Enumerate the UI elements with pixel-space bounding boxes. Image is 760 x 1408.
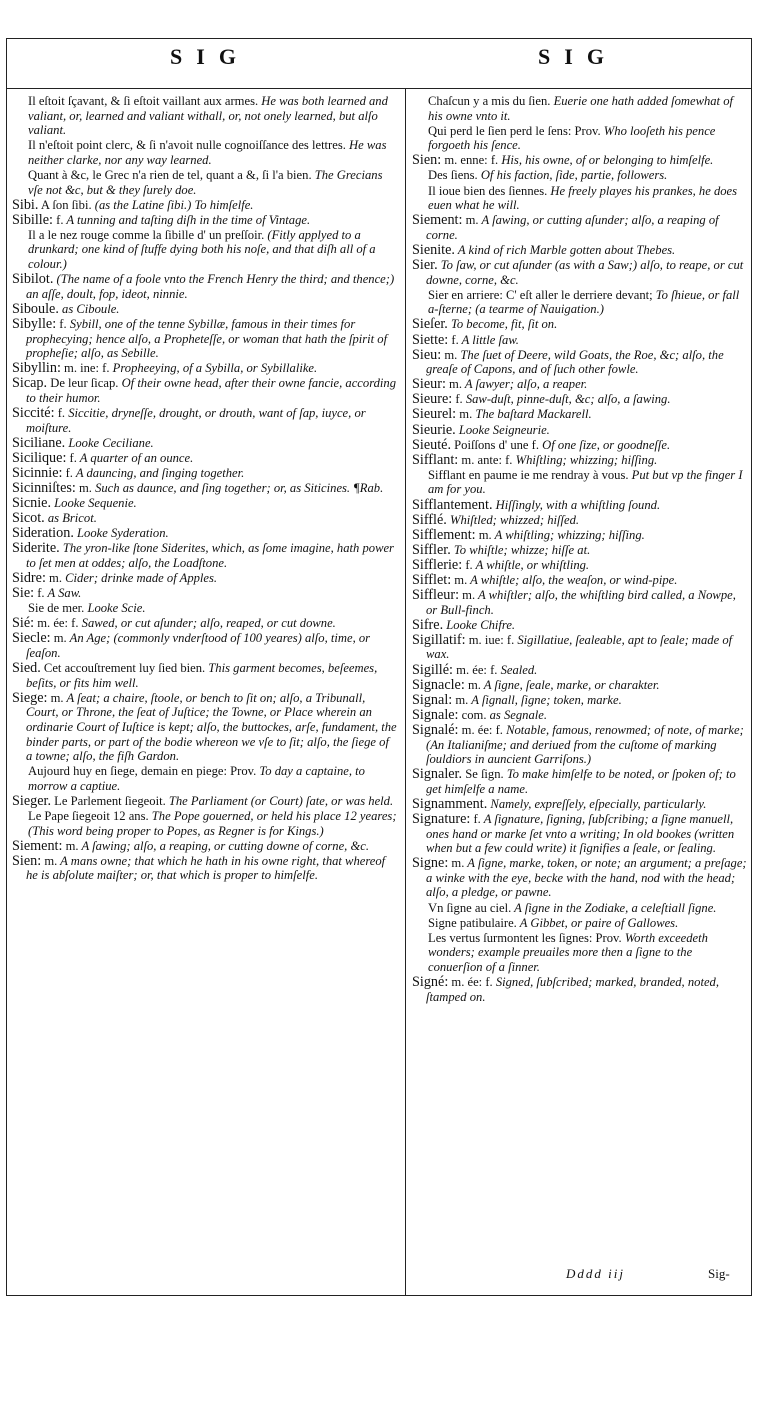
english-gloss: (Fitly applyed to a drunkard; one kind of ſtuffe dying both his noſe, and that diſh all of a colour.) bbox=[28, 227, 376, 272]
french-text: m. bbox=[462, 213, 479, 228]
french-text: Sie de mer. bbox=[28, 601, 85, 616]
dictionary-entry bbox=[412, 528, 748, 543]
dictionary-subentry bbox=[412, 288, 748, 317]
english-gloss: To day a captaine, to morrow a captiue. bbox=[28, 764, 365, 793]
dictionary-entry bbox=[12, 436, 397, 451]
french-text: Il ioue bien des ſiennes. bbox=[428, 183, 548, 198]
headword: Sieu: bbox=[412, 346, 442, 363]
french-text: Chaſcun y a mis du ſien. bbox=[428, 94, 551, 108]
headword: Sieſer. bbox=[412, 316, 448, 333]
dictionary-subentry bbox=[12, 138, 397, 167]
english-gloss: A whiſtle, or whiſtling. bbox=[472, 557, 590, 572]
headword: Sieuté. bbox=[412, 436, 452, 453]
right-column bbox=[412, 94, 748, 1005]
dictionary-entry bbox=[412, 797, 748, 812]
headword: Sibi. bbox=[12, 196, 39, 213]
headword: Sier. bbox=[412, 257, 438, 274]
french-text: m. bbox=[41, 853, 58, 868]
english-gloss: Looke Ceciliane. bbox=[65, 435, 154, 450]
headword: Siege: bbox=[12, 689, 48, 706]
english-gloss: Sybill, one of the tenne Sybillæ, famous in their times for prophecying; hence alſo, a Propheteſſe, or woman that hath the ſpirit of propheſie; alſo, as Sebille. bbox=[26, 316, 388, 361]
english-gloss: Whiſtled; whizzed; hiſſed. bbox=[446, 512, 580, 527]
headword: Sifflantement. bbox=[412, 496, 493, 513]
headword: Sieger. bbox=[12, 792, 52, 809]
headword: Siement: bbox=[12, 837, 63, 854]
french-text: A ſon ſibi. bbox=[38, 197, 92, 212]
header-rule bbox=[6, 88, 752, 89]
dictionary-entry bbox=[12, 631, 397, 660]
headword: Siderite. bbox=[12, 540, 60, 557]
headword: Sifflement: bbox=[412, 526, 476, 543]
dictionary-entry bbox=[412, 723, 748, 767]
dictionary-entry bbox=[412, 407, 748, 422]
english-gloss: Namely, expreſſely, eſpecially, particularly. bbox=[487, 796, 707, 811]
english-gloss: He was both learned and valiant, or, learned and valiant withall, or, not onely learned, but alſo valiant. bbox=[28, 94, 388, 138]
headword: Siement: bbox=[412, 212, 463, 229]
dictionary-entry bbox=[12, 691, 397, 764]
english-gloss: To become, fit, ſit on. bbox=[447, 317, 558, 332]
french-text: f. bbox=[462, 557, 473, 572]
headword: Sidre: bbox=[12, 570, 46, 586]
french-text: Quant à &c, le Grec n'a rien de tel, quant a &, ſi l'a bien. bbox=[28, 167, 312, 182]
english-gloss: as Bricot. bbox=[44, 511, 97, 526]
headword: Signal: bbox=[412, 691, 453, 708]
column-divider bbox=[405, 88, 406, 1296]
running-head-right: SIG bbox=[538, 44, 618, 69]
english-gloss: A ſawing; alſo, a reaping, or cutting downe of corne, &c. bbox=[78, 838, 370, 853]
english-gloss: Looke Scie. bbox=[84, 601, 146, 616]
headword: Sieur: bbox=[412, 376, 446, 393]
english-gloss: A Gibbet, or paire of Gallowes. bbox=[516, 915, 679, 930]
headword: Sicap. bbox=[12, 375, 48, 392]
english-gloss: A ſigne, marke, token, or note; an argument; a preſage; a winke with the eye, becke with the hand, nod with the head; alſo, a pledge, or pawne. bbox=[426, 856, 747, 900]
dictionary-entry bbox=[12, 481, 397, 496]
headword: Siccité: bbox=[12, 404, 55, 421]
dictionary-entry bbox=[12, 616, 397, 631]
headword: Signe: bbox=[412, 855, 449, 872]
english-gloss: as Segnale. bbox=[486, 707, 547, 722]
headword: Siciliane. bbox=[12, 434, 66, 451]
dictionary-entry bbox=[412, 856, 748, 900]
french-text: Cet accouſtrement luy ſied bien. bbox=[40, 661, 206, 676]
french-text: m. ante: f. bbox=[458, 452, 513, 467]
headword: Sibilot. bbox=[12, 271, 54, 288]
dictionary-entry bbox=[412, 543, 748, 558]
headword: Sienite. bbox=[412, 241, 455, 258]
dictionary-entry bbox=[412, 573, 748, 588]
french-text: m. bbox=[475, 527, 492, 542]
french-text: f. bbox=[34, 586, 45, 601]
french-text: m. bbox=[62, 838, 79, 853]
dictionary-entry bbox=[412, 588, 748, 617]
english-gloss: Who looſeth his pence forgoeth his ſence. bbox=[428, 123, 716, 153]
signature-mark: Dddd iij bbox=[566, 1266, 625, 1281]
headword: Sien: bbox=[412, 152, 442, 169]
french-text: m. bbox=[451, 573, 468, 587]
english-gloss: A ſigne, ſeale, marke, or charakter. bbox=[480, 677, 660, 692]
french-text: Les vertus ſurmontent les ſignes: Prov. bbox=[428, 930, 622, 945]
dictionary-entry bbox=[12, 526, 397, 541]
french-text: m. bbox=[45, 571, 62, 585]
english-gloss: A little ſaw. bbox=[458, 332, 519, 347]
french-text: Sier en arriere: C' eſt aller le derriere devant; bbox=[428, 287, 653, 302]
headword: Sieure: bbox=[412, 391, 453, 408]
headword: Sifflerie: bbox=[412, 556, 463, 573]
headword: Sicinniſtes: bbox=[12, 479, 76, 496]
dictionary-entry bbox=[412, 633, 748, 662]
dictionary-entry bbox=[12, 839, 397, 854]
headword: Sigillatif: bbox=[412, 631, 466, 648]
english-gloss: Sawed, or cut aſunder; alſo, reaped, or cut downe. bbox=[78, 616, 336, 631]
french-text: m. bbox=[47, 690, 64, 705]
dictionary-entry bbox=[412, 438, 748, 453]
dictionary-entry bbox=[412, 812, 748, 856]
headword: Sieurel: bbox=[412, 406, 457, 423]
dictionary-subentry bbox=[412, 468, 748, 497]
dictionary-entry bbox=[412, 513, 748, 528]
english-gloss: Cider; drinke made of Apples. bbox=[61, 571, 218, 585]
english-gloss: Looke Syderation. bbox=[73, 526, 169, 541]
french-text: Il eſtoit ſçavant, & ſi eſtoit vaillant aux armes. bbox=[28, 94, 259, 108]
headword: Sied. bbox=[12, 660, 41, 677]
english-gloss: A ſignall, ſigne; token, marke. bbox=[468, 692, 622, 707]
dictionary-subentry bbox=[12, 809, 397, 838]
english-gloss: Such as daunce, and ſing together; or, as Siticines. ¶Rab. bbox=[91, 480, 384, 495]
dictionary-entry bbox=[412, 317, 748, 332]
dictionary-entry bbox=[412, 975, 748, 1004]
english-gloss: A Saw. bbox=[44, 586, 82, 601]
dictionary-entry bbox=[12, 376, 397, 405]
dictionary-entry bbox=[412, 348, 748, 377]
dictionary-entry bbox=[412, 678, 748, 693]
english-gloss: Of one ſize, or goodneſſe. bbox=[539, 437, 671, 452]
dictionary-subentry bbox=[412, 916, 748, 931]
english-gloss: A ſawing, or cutting aſunder; alſo, a reaping of corne. bbox=[426, 213, 719, 242]
headword: Signale: bbox=[412, 706, 459, 723]
french-text: m. bbox=[456, 407, 473, 422]
french-text: Il a le nez rouge comme la ſibille d' un preſſoir. bbox=[28, 227, 265, 242]
french-text: m. ée: f. bbox=[458, 722, 503, 737]
english-gloss: His, his owne, of or belonging to himſelfe. bbox=[498, 153, 714, 168]
dictionary-entry bbox=[412, 693, 748, 708]
headword: Sifflé. bbox=[412, 511, 447, 528]
english-gloss: An Age; (commonly vnderſtood of 100 yeares) alſo, time, or ſeaſon. bbox=[26, 631, 371, 660]
dictionary-entry bbox=[12, 854, 397, 883]
dictionary-entry bbox=[12, 794, 397, 809]
headword: Sifre. bbox=[412, 616, 444, 633]
english-gloss: This garment becomes, beſeemes, beſits, or fits him well. bbox=[26, 661, 378, 690]
english-gloss: Hiſſingly, with a whiſtling ſound. bbox=[492, 497, 661, 512]
english-gloss: Propheeying, of a Sybilla, or Sybillalike. bbox=[109, 361, 318, 376]
dictionary-entry bbox=[412, 153, 748, 168]
english-gloss: A whiſtling; whizzing; hiſſing. bbox=[491, 527, 645, 542]
dictionary-subentry bbox=[12, 168, 397, 197]
french-text: m. bbox=[75, 480, 92, 495]
french-text: f. bbox=[448, 332, 459, 347]
dictionary-subentry bbox=[412, 168, 748, 183]
english-gloss: Looke Seigneurie. bbox=[455, 422, 550, 437]
english-gloss: He freely playes his prankes, he does euen what he will. bbox=[428, 183, 738, 213]
dictionary-entry bbox=[412, 258, 748, 287]
dictionary-entry bbox=[12, 317, 397, 361]
left-column bbox=[12, 94, 397, 883]
english-gloss: To ſhieue, or fall a-ſterne; (a tearme of Nauigation.) bbox=[428, 287, 740, 317]
english-gloss: A ſigne in the Zodiake, a celeſtiall ſigne. bbox=[511, 900, 717, 915]
headword: Sicinnie: bbox=[12, 464, 63, 481]
dictionary-entry bbox=[12, 466, 397, 481]
english-gloss: The Grecians vſe not &c, but & they ſurely doe. bbox=[28, 167, 383, 197]
english-gloss: Saw-duſt, pinne-duſt, &c; alſo, a ſawing. bbox=[462, 392, 671, 407]
english-gloss: The baſtard Mackarell. bbox=[472, 407, 592, 422]
french-text: Le Parlement ſiegeoit. bbox=[51, 793, 166, 808]
headword: Sifflet: bbox=[412, 572, 452, 588]
dictionary-entry bbox=[12, 198, 397, 213]
headword: Signé: bbox=[412, 974, 449, 991]
french-text: com. bbox=[458, 707, 487, 722]
english-gloss: (as the Latine ſibi.) To himſelfe. bbox=[91, 197, 254, 212]
headword: Sifflant: bbox=[412, 451, 459, 468]
english-gloss: Sigillatiue, ſealeable, apt to ſeale; made of wax. bbox=[426, 632, 733, 662]
dictionary-entry bbox=[412, 423, 748, 438]
dictionary-entry bbox=[12, 511, 397, 526]
french-text: m. bbox=[448, 856, 465, 871]
english-gloss: A whiſtler; alſo, the whiſtling bird called, a Nowpe, or Bull-finch. bbox=[426, 588, 736, 617]
headword: Signaler. bbox=[412, 766, 463, 783]
headword: Sibille: bbox=[12, 211, 53, 228]
dictionary-entry bbox=[412, 663, 748, 678]
headword: Signalé: bbox=[412, 721, 459, 738]
headword: Signature: bbox=[412, 811, 471, 827]
dictionary-subentry bbox=[412, 94, 748, 123]
headword: Sicilique: bbox=[12, 449, 67, 466]
dictionary-subentry bbox=[412, 124, 748, 153]
english-gloss: To make himſelfe to be noted, or ſpoken of; to get himſelfe a name. bbox=[426, 767, 736, 796]
english-gloss: Euerie one hath added ſomewhat of his owne vnto it. bbox=[428, 94, 734, 123]
dictionary-subentry bbox=[412, 901, 748, 916]
dictionary-subentry bbox=[12, 764, 397, 793]
dictionary-entry bbox=[12, 213, 397, 228]
english-gloss: Looke Chifre. bbox=[443, 617, 516, 632]
french-text: m. enne: f. bbox=[441, 153, 499, 168]
headword: Sien: bbox=[12, 852, 42, 869]
french-text: f. bbox=[56, 316, 67, 331]
headword: Siboule. bbox=[12, 300, 59, 317]
dictionary-subentry bbox=[12, 94, 397, 138]
english-gloss: A dauncing, and ſinging together. bbox=[72, 465, 245, 480]
english-gloss: Signed, ſubſcribed; marked, branded, noted, ſtamped on. bbox=[426, 975, 719, 1004]
english-gloss: He was neither clarke, nor any way learned. bbox=[28, 138, 387, 167]
dictionary-entry bbox=[12, 302, 397, 317]
french-text: m. ée: f. bbox=[453, 662, 498, 677]
french-text: Qui perd le ſien perd le ſens: Prov. bbox=[428, 123, 601, 138]
dictionary-entry bbox=[412, 392, 748, 407]
french-text: m. bbox=[459, 588, 476, 603]
dictionary-entry bbox=[12, 272, 397, 301]
french-text: Le Pape ſiegeoit 12 ans. bbox=[28, 809, 149, 823]
headword: Siffler. bbox=[412, 541, 451, 558]
english-gloss: A whiſtle; alſo, the weaſon, or wind-pipe. bbox=[467, 573, 678, 587]
french-text: Se ſign. bbox=[462, 767, 504, 782]
english-gloss: The ſuet of Deere, wild Goats, the Roe, &c; alſo, the greaſe of Capons, and of ſuch other fowle. bbox=[426, 347, 724, 377]
dictionary-entry bbox=[12, 541, 397, 570]
french-text: m. bbox=[50, 631, 67, 646]
dictionary-entry bbox=[412, 243, 748, 258]
english-gloss: (The name of a foole vnto the French Henry the third; and thence;) an aſſe, doult, fop, ideot, ninnie. bbox=[26, 272, 395, 301]
headword: Siecle: bbox=[12, 630, 51, 647]
french-text: m. iue: f. bbox=[465, 632, 515, 647]
french-text: Sifflant en paume ie me rendray à vous. bbox=[428, 467, 629, 482]
french-text: Il n'eſtoit point clerc, & ſi n'avoit nulle cognoiſſance des lettres. bbox=[28, 138, 346, 153]
french-text: m. ée: f. bbox=[34, 616, 79, 631]
english-gloss: Of their owne head, after their owne fancie, according to their humor. bbox=[26, 376, 397, 405]
french-text: f. bbox=[470, 812, 481, 826]
english-gloss: The yron-like ſtone Siderites, which, as ſome imagine, hath power to ſet men at oddes; alſo, the Loadſtone. bbox=[26, 541, 394, 570]
french-text: m. bbox=[445, 377, 462, 392]
english-gloss: Sealed. bbox=[497, 662, 538, 677]
dictionary-entry bbox=[412, 377, 748, 392]
french-text: m. ine: f. bbox=[60, 361, 110, 376]
catchword: Sig- bbox=[708, 1266, 730, 1281]
english-gloss: A kind of rich Marble gotten about Thebes. bbox=[454, 242, 676, 257]
french-text: Aujourd huy en ſiege, demain en piege: Prov. bbox=[28, 764, 257, 779]
headword: Siffleur: bbox=[412, 587, 460, 604]
french-text: Vn ſigne au ciel. bbox=[428, 900, 512, 915]
dictionary-entry bbox=[12, 571, 397, 586]
english-gloss: as Ciboule. bbox=[58, 301, 120, 316]
headword: Sicnie. bbox=[12, 495, 52, 512]
english-gloss: The Parliament (or Court) ſate, or was held. bbox=[165, 793, 394, 808]
headword: Sie: bbox=[12, 585, 35, 602]
french-text: m. bbox=[441, 347, 458, 362]
english-gloss: A ſignature, ſigning, ſubſcribing; a ſigne manuell, ones hand or marke ſet vnto a writing; In old bookes (written when but a few could write) it ſignifies a ſeale, or ſealing. bbox=[426, 812, 735, 856]
headword: Sié: bbox=[12, 615, 35, 632]
english-gloss: A ſeat; a chaire, ſtoole, or bench to ſit on; alſo, a Tribunall, Court, or Throne, the ſeat of Juſtice; the Towne, or Place wherein an ordinarie Court of Iuſtice is kept; alſo, the buttockes, arſe, fundament, the binder parts, or part of the bodie whereon we vſe to ſit; alſo, the ſiege of a towne; alſo, the fiſh Gardon. bbox=[26, 690, 397, 764]
headword: Sibylle: bbox=[12, 315, 57, 332]
english-gloss: To whiſtle; whizze; hiſſe at. bbox=[450, 542, 591, 557]
dictionary-subentry bbox=[412, 184, 748, 213]
headword: Sideration. bbox=[12, 525, 74, 542]
dictionary-entry bbox=[412, 333, 748, 348]
english-gloss: A tunning and taſting diſh in the time of Vintage. bbox=[63, 212, 311, 227]
english-gloss: Put but vp the finger I am for you. bbox=[428, 467, 743, 497]
english-gloss: A quarter of an ounce. bbox=[76, 450, 194, 465]
french-text: m. bbox=[452, 692, 469, 707]
french-text: f. bbox=[62, 465, 73, 480]
dictionary-entry bbox=[412, 618, 748, 633]
dictionary-entry bbox=[412, 708, 748, 723]
dictionary-subentry bbox=[412, 931, 748, 975]
french-text: m. bbox=[464, 677, 481, 692]
dictionary-entry bbox=[12, 661, 397, 690]
french-text: f. bbox=[54, 405, 66, 420]
french-text: m. ée: f. bbox=[448, 975, 493, 990]
english-gloss: Siccitie, dryneſſe, drought, or drouth, want of ſap, iuyce, or moiſture. bbox=[26, 405, 366, 435]
running-head-left: SIG bbox=[170, 44, 250, 69]
french-text: f. bbox=[452, 392, 463, 407]
dictionary-entry bbox=[12, 406, 397, 435]
dictionary-entry bbox=[12, 451, 397, 466]
french-text: f. bbox=[66, 450, 77, 465]
english-gloss: Worth exceedeth wonders; example preuailes more then a ſigne to the conuerſion of a ſinner. bbox=[428, 930, 708, 974]
dictionary-entry bbox=[12, 586, 397, 601]
headword: Signacle: bbox=[412, 676, 465, 693]
english-gloss: A mans owne; that which he hath in his owne right, that whereof he is abſolute maiſter; or, that which is proper to himſelfe. bbox=[26, 853, 386, 883]
english-gloss: Notable, famous, renowmed; of note, of marke; (An Italianiſme; and deriued from the cuſtome of marking ſouldiors in auncient Garriſons.) bbox=[426, 722, 744, 767]
french-text: Des ſiens. bbox=[428, 168, 478, 183]
english-gloss: To ſaw, or cut aſunder (as with a Saw;) alſo, to reape, or cut downe, corne, &c. bbox=[426, 258, 744, 287]
headword: Sigillé: bbox=[412, 661, 453, 678]
headword: Sibyllin: bbox=[12, 360, 61, 377]
dictionary-subentry bbox=[12, 601, 397, 616]
english-gloss: Of his faction, ſide, partie, followers. bbox=[477, 168, 668, 183]
french-text: Signe patibulaire. bbox=[428, 915, 517, 930]
english-gloss: The Pope gouerned, or held his place 12 yeares; (This word being proper to Popes, as Regner is for Kings.) bbox=[28, 809, 397, 838]
dictionary-entry bbox=[412, 767, 748, 796]
dictionary-entry bbox=[412, 558, 748, 573]
french-text: f. bbox=[53, 212, 64, 227]
headword: Signamment. bbox=[412, 795, 488, 812]
english-gloss: Looke Sequenie. bbox=[51, 496, 137, 511]
dictionary-entry bbox=[12, 496, 397, 511]
dictionary-entry bbox=[12, 361, 397, 376]
english-gloss: Whiſtling; whizzing; hiſſing. bbox=[512, 452, 658, 467]
french-text: Poiſſons d' une f. bbox=[451, 437, 539, 452]
headword: Sieurie. bbox=[412, 421, 456, 438]
dictionary-entry bbox=[412, 213, 748, 242]
french-text: De leur ſicap. bbox=[47, 376, 119, 391]
english-gloss: A ſawyer; alſo, a reaper. bbox=[461, 377, 588, 392]
dictionary-entry bbox=[412, 498, 748, 513]
headword: Siette: bbox=[412, 331, 449, 348]
headword: Sicot. bbox=[12, 510, 45, 527]
dictionary-entry bbox=[412, 453, 748, 468]
dictionary-subentry bbox=[12, 228, 397, 272]
